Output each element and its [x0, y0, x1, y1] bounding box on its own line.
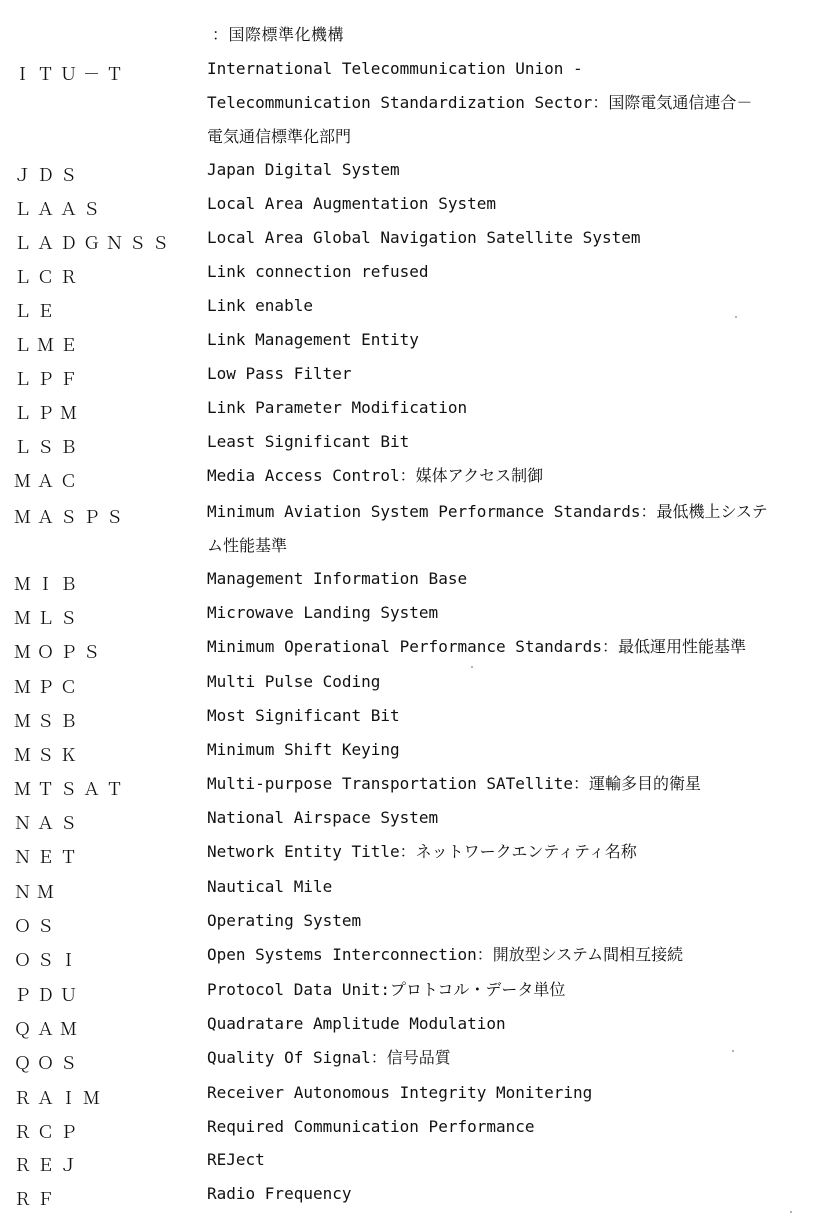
abbreviation: ＭＴＳＡＴ [14, 780, 129, 800]
definition-line: Local Area Global Navigation Satellite System [207, 228, 641, 247]
definition-line: ム性能基準 [207, 536, 288, 555]
definition-line: Nautical Mile [207, 877, 333, 896]
definition [207, 221, 807, 255]
scan-speck [471, 666, 473, 668]
abbreviation: ＬＭＥ [14, 336, 83, 356]
definition-line: Link Parameter Modification [207, 398, 468, 417]
definition-line: Link enable [207, 296, 313, 315]
definition [207, 187, 807, 221]
definition [207, 801, 807, 835]
abbreviation: ＱＡＭ [14, 1020, 83, 1040]
definition [207, 391, 807, 425]
definition [207, 153, 807, 187]
abbreviation: ＲＥＪ [14, 1156, 83, 1176]
abbreviation: ＮＥＴ [14, 848, 83, 868]
definition [207, 357, 807, 391]
definition-line: Japan Digital System [207, 160, 400, 179]
abbreviation: ＲＡＩＭ [14, 1089, 106, 1109]
scan-speck [790, 1211, 792, 1213]
definition [207, 699, 807, 733]
definition-line: Local Area Augmentation System [207, 194, 496, 213]
definition [207, 323, 807, 357]
definition [207, 1041, 807, 1075]
definition-line: Management Information Base [207, 569, 468, 588]
scan-speck [735, 316, 737, 318]
continuation-line: ：国際標準化機構 [212, 25, 345, 44]
definition [207, 835, 807, 869]
definition [207, 630, 807, 664]
definition [207, 733, 807, 767]
definition [207, 459, 807, 493]
abbreviation: ＭＩＢ [14, 575, 83, 595]
definition [207, 665, 807, 699]
definition-line: National Airspace System [207, 808, 439, 827]
definition-line: 電気通信標準化部門 [207, 127, 352, 146]
definition-line: Operating System [207, 911, 362, 930]
definition-line: Minimum Aviation System Performance Standards：最低機上システ [207, 502, 768, 521]
abbreviation: ＯＳＩ [14, 951, 83, 971]
abbreviation: ＭＡＣ [14, 472, 83, 492]
definition-line: Minimum Shift Keying [207, 740, 400, 759]
abbreviation: ＰＤＵ [14, 986, 83, 1006]
definition [207, 1007, 807, 1041]
definition-line: International Telecommunication Union - [207, 59, 583, 78]
abbreviation: ＭＬＳ [14, 609, 83, 629]
definition-line: REJect [207, 1150, 265, 1169]
definition-line: Link connection refused [207, 262, 429, 281]
definition [207, 52, 807, 154]
abbreviation: ＬＣＲ [14, 268, 83, 288]
abbreviation: ＮＡＳ [14, 814, 83, 834]
abbreviation: ＬＥ [14, 302, 60, 322]
abbreviation: ＬＳＢ [14, 438, 83, 458]
definition-line: Least Significant Bit [207, 432, 410, 451]
abbreviation: ＬＡＡＳ [14, 200, 106, 220]
definition-line: Open Systems Interconnection：開放型システム間相互接続 [207, 945, 684, 964]
definition [207, 973, 807, 1007]
abbreviation: ＪＤＳ [14, 166, 83, 186]
abbreviation: ＲＣＰ [14, 1123, 83, 1143]
definition-line: Quality Of Signal：信号品質 [207, 1048, 451, 1067]
definition-line: Required Communication Performance [207, 1117, 535, 1136]
definition [207, 1110, 807, 1144]
definition [207, 495, 807, 563]
definition-line: Quadratare Amplitude Modulation [207, 1014, 506, 1033]
definition [207, 1143, 807, 1177]
definition [207, 767, 807, 801]
definition [207, 938, 807, 972]
definition-line: Radio Frequency [207, 1184, 352, 1203]
abbreviation: ＭＳＫ [14, 746, 83, 766]
abbreviation: ＲＦ [14, 1190, 60, 1210]
definition [207, 1076, 807, 1110]
definition-line: Protocol Data Unit:プロトコル・データ単位 [207, 980, 566, 999]
abbreviation: ＯＳ [14, 917, 60, 937]
definition [207, 562, 807, 596]
definition [207, 1177, 807, 1211]
abbreviation: ＬＰＭ [14, 404, 83, 424]
abbreviation: ＬＡＤＧＮＳＳ [14, 234, 175, 254]
definition-line: Minimum Operational Performance Standards：最低運用性能基準 [207, 637, 746, 656]
definition [207, 596, 807, 630]
definition-line: Multi Pulse Coding [207, 672, 381, 691]
abbreviation: ＩＴＵ－Ｔ [14, 65, 129, 85]
definition [207, 425, 807, 459]
definition-line: Media Access Control：媒体アクセス制御 [207, 466, 544, 485]
definition-line: Receiver Autonomous Integrity Monitering [207, 1083, 593, 1102]
definition-line: Low Pass Filter [207, 364, 352, 383]
definition-line: Link Management Entity [207, 330, 419, 349]
definition-line: Multi-purpose Transportation SATellite：運輸多目的衛星 [207, 774, 702, 793]
definition [207, 870, 807, 904]
abbreviation: ＭＡＳＰＳ [14, 508, 129, 528]
definition [207, 289, 807, 323]
definition [207, 255, 807, 289]
definition [207, 904, 807, 938]
scan-speck [732, 1050, 734, 1052]
definition-line: Network Entity Title：ネットワークエンティティ名称 [207, 842, 637, 861]
abbreviation: ＱＯＳ [14, 1054, 83, 1074]
definition-line: Microwave Landing System [207, 603, 439, 622]
abbreviation: ＮＭ [14, 883, 60, 903]
definition-line: Telecommunication Standardization Sector：国際電気通信連合－ [207, 93, 753, 112]
abbreviation: ＭＯＰＳ [14, 643, 106, 663]
abbreviation: ＬＰＦ [14, 370, 83, 390]
abbreviation: ＭＳＢ [14, 712, 83, 732]
abbreviation: ＭＰＣ [14, 678, 83, 698]
definition-line: Most Significant Bit [207, 706, 400, 725]
